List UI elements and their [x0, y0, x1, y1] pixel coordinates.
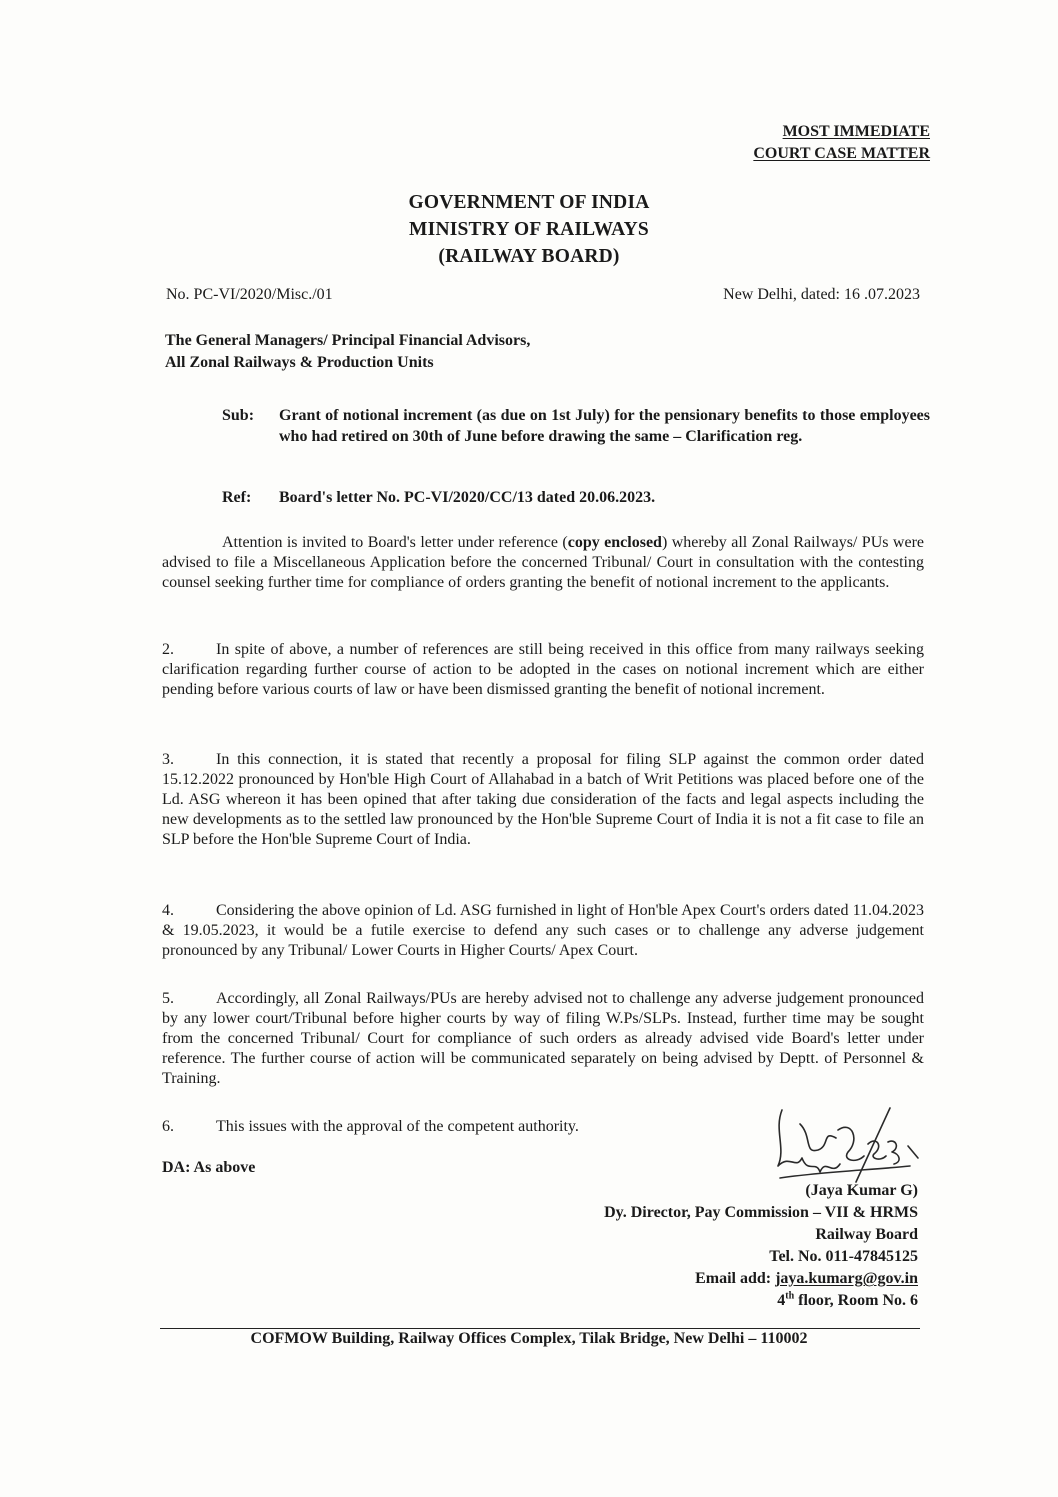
paragraph-1 [162, 533, 924, 593]
paragraph-1-before: Attention is invited to Board's letter under reference ( [222, 534, 568, 551]
subject-label: Sub: [222, 407, 255, 424]
paragraph-6-text: This issues with the approval of the competent authority. [216, 1118, 579, 1135]
paragraph-1-after: ) whereby all Zonal Railways/ PUs were advised to file a Miscellaneous Application before the concerned Tribunal/ Court in consultation with the contesting counsel seeking further time for compliance of orders granting the benefit of notional increment to the applicants. [162, 534, 925, 591]
paragraph-6-number: 6. [162, 1118, 174, 1135]
reference-block [222, 489, 655, 507]
floor-number: 4 [777, 1292, 786, 1309]
signatory-name: (Jaya Kumar G) [805, 1182, 918, 1199]
paragraph-2-text: In spite of above, a number of references are still being received in this office from many railways seeking clarification regarding further course of action to be adopted in the cases on notional increment which are either pending before various courts of law or have been dismissed granting the benefit of notional increment. [162, 641, 924, 698]
heading-ministry: MINISTRY OF RAILWAYS [409, 219, 649, 240]
priority-marking [753, 121, 930, 165]
paragraph-3-number: 3. [162, 751, 174, 768]
letterhead [0, 189, 1058, 270]
heading-board: (RAILWAY BOARD) [438, 246, 620, 267]
most-immediate-label: MOST IMMEDIATE [782, 123, 930, 140]
signatory-email-line [604, 1268, 918, 1290]
floor-suffix: th [785, 1290, 795, 1302]
reference-label: Ref: [222, 489, 252, 506]
signature-block [604, 1180, 918, 1312]
signatory-designation: Dy. Director, Pay Commission – VII & HRMS [604, 1204, 918, 1221]
signatory-room [604, 1290, 918, 1312]
paragraph-2 [162, 640, 924, 700]
reference-text: Board's letter No. PC-VI/2020/CC/13 dated 20.06.2023. [279, 489, 656, 506]
subject-block [222, 405, 930, 447]
paragraph-2-number: 2. [162, 641, 174, 658]
floor-room-text: floor, Room No. 6 [794, 1292, 918, 1309]
letter-date: New Delhi, dated: 16 .07.2023 [723, 286, 920, 303]
email-link[interactable]: jaya.kumarg@gov.in [775, 1270, 918, 1287]
email-label: Email add: [695, 1270, 776, 1287]
paragraph-4 [162, 901, 924, 961]
paragraph-4-text: Considering the above opinion of Ld. ASG furnished in light of Hon'ble Apex Court's orders dated 11.04.2023 & 19.05.2023, it would be a futile exercise to defend any such cases or to challenge any adverse judgement pronounced by any Tribunal/ Lower Courts in Higher Courts/ Apex Court. [162, 902, 924, 959]
paragraph-3 [162, 750, 924, 850]
court-case-label: COURT CASE MATTER [753, 145, 930, 162]
paragraph-3-text: In this connection, it is stated that recently a proposal for filing SLP against the common order dated 15.12.2022 pronounced by Hon'ble High Court of Allahabad in a batch of Writ Petitions was placed before one of the Ld. ASG whereon it has been opined that after taking due consideration of the facts and legal aspects including the new developments as to the settled law pronounced by the Hon'ble Supreme Court of India it is not a fit case to file an SLP before the Hon'ble Supreme Court of India. [162, 751, 924, 848]
subject-text: Grant of notional increment (as due on 1st July) for the pensionary benefits to those employees who had retired on 30th of June before drawing the same – Clarification reg. [279, 407, 930, 445]
paragraph-5-number: 5. [162, 990, 174, 1007]
copy-enclosed-text: copy enclosed [567, 534, 662, 551]
footer-address: COFMOW Building, Railway Offices Complex, Tilak Bridge, New Delhi – 110002 [250, 1330, 808, 1347]
footer-divider [160, 1328, 920, 1329]
paragraph-4-number: 4. [162, 902, 174, 919]
paragraph-5-text: Accordingly, all Zonal Railways/PUs are hereby advised not to challenge any adverse judgement pronounced by any lower court/Tribunal before higher courts by way of filing W.Ps/SLPs. Instead, further time may be sought from the concerned Tribunal/ Court for compliance of such orders as already advised vide Board's letter under reference. The further course of action will be communicated separately on being advised by Deptt. of Personnel & Training. [162, 990, 924, 1087]
addressee [165, 330, 530, 374]
addressee-line-1: The General Managers/ Principal Financial Advisors, [165, 332, 531, 349]
signatory-telephone: Tel. No. 011-47845125 [769, 1248, 918, 1265]
signatory-office: Railway Board [815, 1226, 918, 1243]
letter-number: No. PC-VI/2020/Misc./01 [166, 286, 333, 303]
paragraph-5 [162, 989, 924, 1089]
enclosure-note: DA: As above [162, 1159, 256, 1176]
heading-government: GOVERNMENT OF INDIA [408, 192, 650, 213]
addressee-line-2: All Zonal Railways & Production Units [165, 354, 434, 371]
